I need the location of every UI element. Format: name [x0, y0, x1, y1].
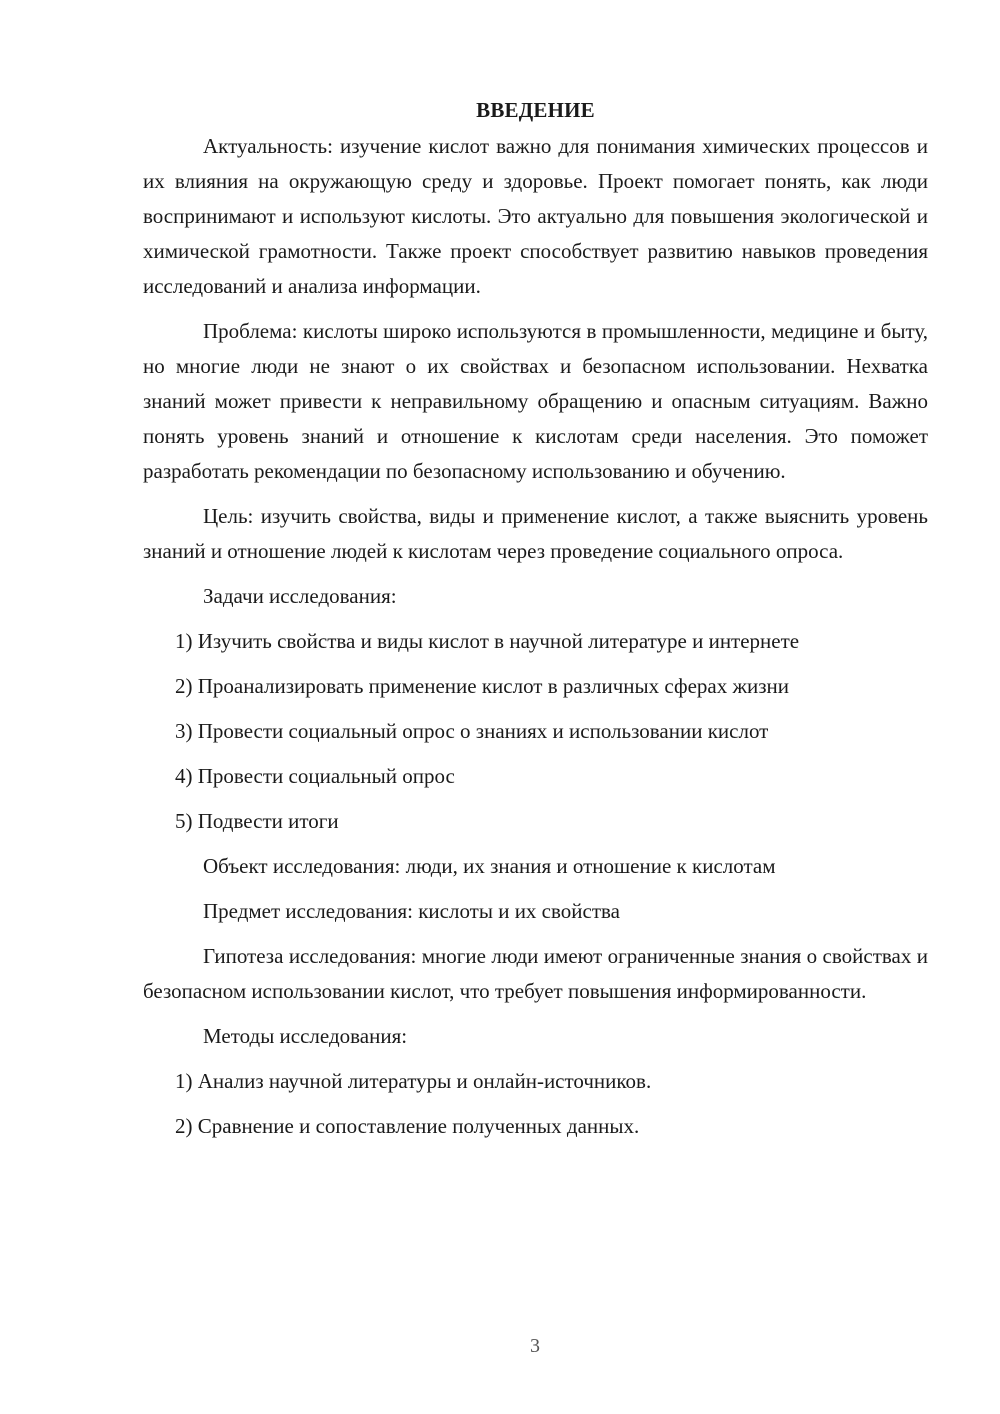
list-item: 1) Анализ научной литературы и онлайн-источников. — [175, 1069, 652, 1093]
list-item: 2) Проанализировать применение кислот в различных сферах жизни — [175, 674, 789, 698]
research-subject: Предмет исследования: кислоты и их свойства — [203, 899, 620, 923]
document-page — [143, 94, 928, 1154]
list-item: 4) Провести социальный опрос — [175, 764, 455, 788]
list-item: 5) Подвести итоги — [175, 809, 339, 833]
tasks-heading: Задачи исследования: — [203, 584, 397, 608]
research-object: Объект исследования: люди, их знания и отношение к кислотам — [203, 854, 776, 878]
tasks-list — [143, 624, 928, 839]
problem-paragraph: Проблема: кислоты широко используются в промышленности, медицине и быту, но многие люди не знают о их свойствах и безопасном использовании. Нехватка знаний может привести к неправильному обращению и опасным ситуациям. Важно понять уровень знаний и отношение к кислотам среди населения. Это поможет разработать рекомендации по безопасному использованию и обучению. — [143, 319, 928, 483]
methods-heading: Методы исследования: — [203, 1024, 408, 1048]
list-item: 2) Сравнение и сопоставление полученных данных. — [175, 1114, 640, 1138]
page-number: 3 — [530, 1335, 540, 1357]
list-item: 3) Провести социальный опрос о знаниях и использовании кислот — [175, 719, 769, 743]
methods-list — [143, 1064, 928, 1144]
goal-paragraph: Цель: изучить свойства, виды и применение кислот, а также выяснить уровень знаний и отношение людей к кислотам через проведение социального опроса. — [143, 504, 928, 563]
list-item: 1) Изучить свойства и виды кислот в научной литературе и интернете — [175, 629, 800, 653]
section-title: ВВЕДЕНИЕ — [476, 98, 595, 122]
relevance-paragraph: Актуальность: изучение кислот важно для понимания химических процессов и их влияния на окружающую среду и здоровье. Проект помогает понять, как люди воспринимают и используют кислоты. Это актуально для повышения экологической и химической грамотности. Также проект способствует развитию навыков проведения исследований и анализа информации. — [143, 134, 928, 298]
hypothesis-paragraph: Гипотеза исследования: многие люди имеют ограниченные знания о свойствах и безопасном использовании кислот, что требует повышения информированности. — [143, 944, 928, 1003]
